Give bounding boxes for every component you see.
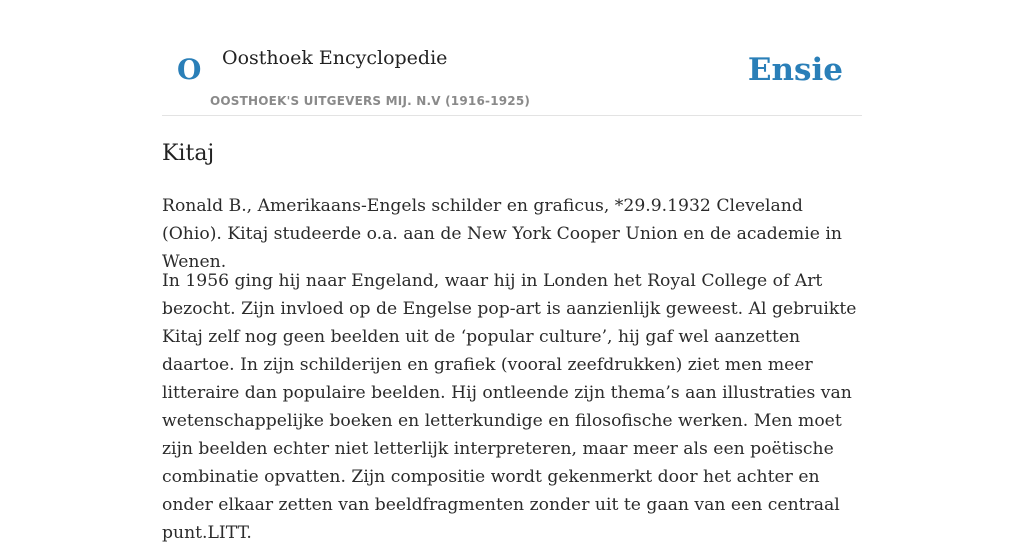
article-title: Kitaj (162, 141, 215, 166)
site-logo[interactable]: O (177, 53, 202, 86)
publisher-subtitle: OOSTHOEK'S UITGEVERS MIJ. N.V (1916-1925) (210, 94, 531, 108)
article-paragraph-2: In 1956 ging hij naar Engeland, waar hij in Londen het Royal College of Art bezocht. Zijn invloed op de Engelse pop-art is aanzienlijk geweest. Al gebruikte Kitaj zelf nog geen beelden uit de ‘popular culture’, hij gaf wel aanzetten daartoe. In zijn schilderijen en grafiek (vooral zeefdrukken) ziet men meer litteraire dan populaire beelden. Hij ontleende zijn thema’s aan illustraties van wetenschappelijke boeken en letterkundige en filosofische werken. Men moet zijn beelden echter niet letterlijk interpreteren, maar meer als een poëtische combinatie opvatten. Zijn compositie wordt gekenmerkt door het achter en onder elkaar zetten van beeldfragmenten zonder uit te gaan van een centraal punt.LITT. (162, 271, 857, 543)
article-paragraph-1: Ronald B., Amerikaans-Engels schilder en graficus, *29.9.1932 Cleveland (Ohio). Kitaj studeerde o.a. aan de New York Cooper Union en de academie in Wenen. (162, 196, 842, 272)
site-title[interactable]: Oosthoek Encyclopedie (222, 47, 448, 69)
ensie-brand-logo[interactable]: Ensie (747, 52, 843, 88)
content-container (162, 0, 862, 543)
site-header (162, 0, 862, 116)
